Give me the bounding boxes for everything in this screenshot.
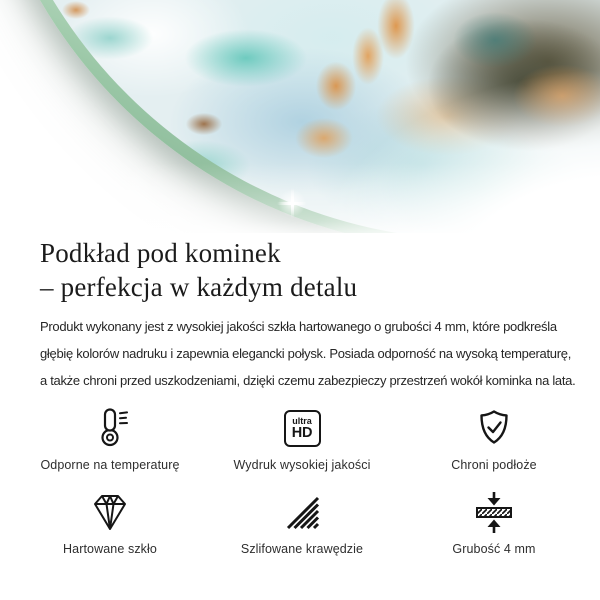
product-info (0, 236, 600, 556)
page-title-line1: Podkład pod kominek (40, 238, 281, 268)
thickness-4mm-icon (398, 488, 590, 536)
description-line: Produkt wykonany jest z wysokiej jakości szkła hartowanego o grubości 4 mm, które podkreśla (40, 319, 557, 334)
ultra-hd-icon (206, 404, 398, 452)
thermometer-icon (14, 404, 206, 452)
feature-protects-floor (398, 404, 590, 472)
feature-label: Szlifowane krawędzie (240, 542, 364, 556)
feature-polished-edges (206, 488, 398, 556)
features-grid (14, 404, 590, 556)
feature-thickness (398, 488, 590, 556)
page-title (40, 236, 560, 304)
page-title-line2: – perfekcja w każdym detalu (40, 272, 358, 302)
polished-edges-icon (206, 488, 398, 536)
ultra-hd-icon-text-top: ultra (292, 416, 312, 426)
ultra-hd-icon-text-bottom: HD (291, 425, 313, 441)
feature-label: Wydruk wysokiej jakości (233, 458, 371, 472)
feature-label: Grubość 4 mm (452, 542, 536, 556)
description-line: głębię kolorów nadruku i zapewnia elegancki połysk. Posiada odporność na wysoką temperaturę, (40, 346, 572, 361)
feature-label: Hartowane szkło (63, 542, 157, 556)
product-description (40, 313, 576, 394)
product-photo (0, 0, 600, 233)
feature-label: Odporne na temperaturę (40, 458, 180, 472)
diamond-icon (14, 488, 206, 536)
description-line: a także chroni przed uszkodzeniami, dzięki czemu zabezpieczy przestrzeń wokół kominka na lata. (40, 373, 576, 388)
feature-label: Chroni podłoże (451, 458, 537, 472)
sparkle-highlight-icon (277, 188, 307, 218)
feature-print-quality (206, 404, 398, 472)
feature-temperature-resistant (14, 404, 206, 472)
feature-tempered-glass (14, 488, 206, 556)
shield-check-icon (398, 404, 590, 452)
